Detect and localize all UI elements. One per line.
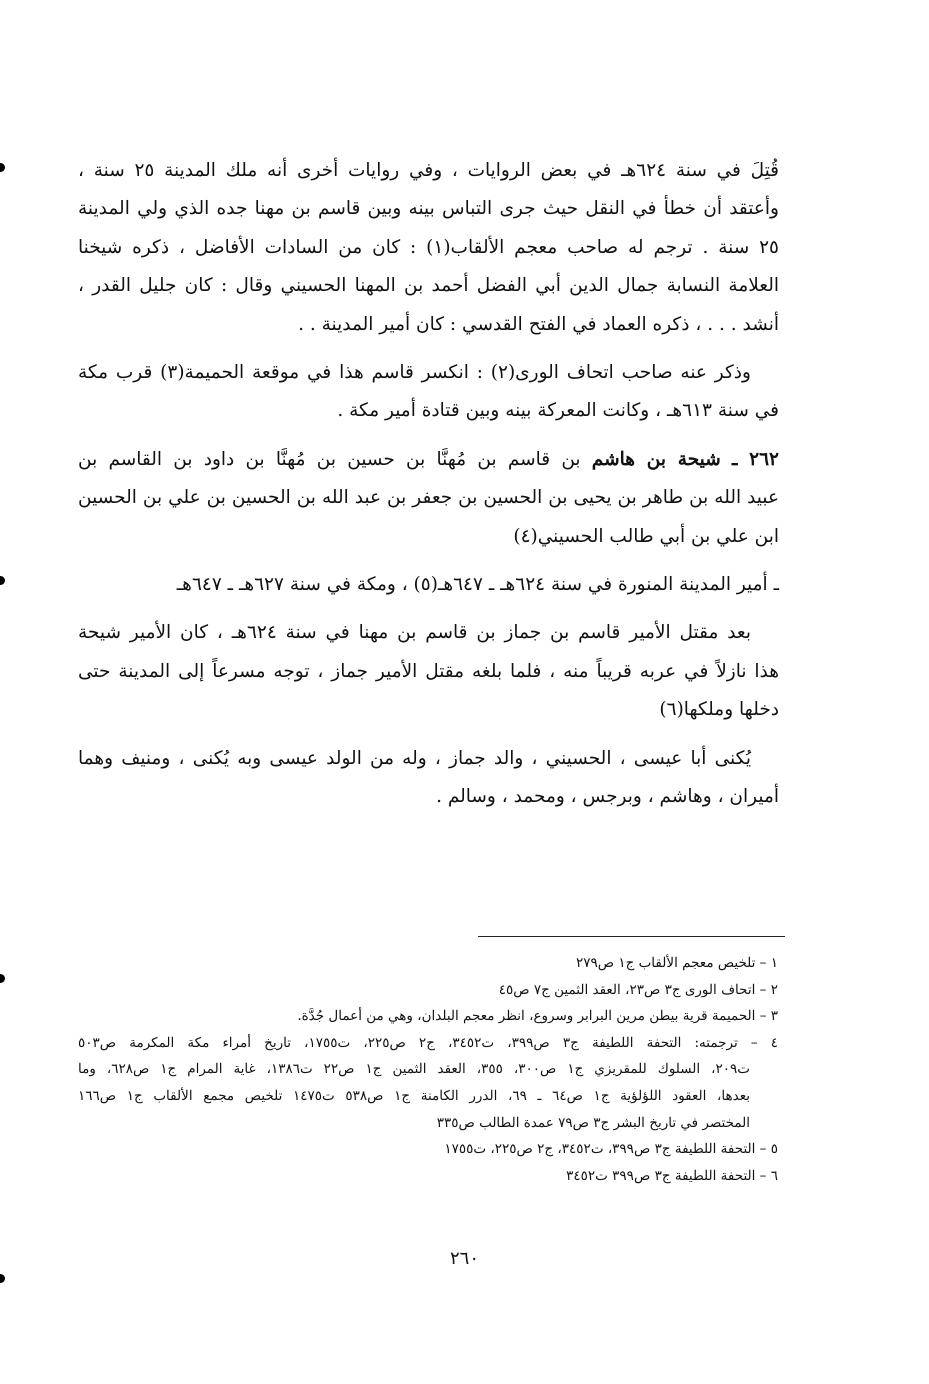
paragraph xyxy=(78,740,779,817)
text-line: ـ أمير المدينة المنورة في سنة ٦٢٤هـ ـ ٦٤٧هـ(٥) ، ومكة في سنة ٦٢٧هـ ـ ٦٤٧هـ xyxy=(176,574,779,596)
footnotes xyxy=(78,950,778,1189)
entry-number: ٢٦٢ ـ xyxy=(731,448,779,470)
text-line: العلامة النسابة جمال الدين أبي الفضل أحمد بن المهنا الحسيني وقال : كان جليل القدر ، xyxy=(78,275,779,297)
main-text xyxy=(78,152,779,827)
scan-edge-mark xyxy=(0,974,5,983)
footnote-continuation: ت٢٠٩، السلوك للمقريزي ج١ ص٣٠٠، ٣٥٥، العقد الثمين ج١ ص٢٢ ت١٣٨٦، غاية المرام ج١ ص٦٢٨، وما xyxy=(78,1061,750,1078)
text-line: عبيد الله بن طاهر بن يحيى بن الحسين بن جعفر بن عبد الله بن الحسين بن علي بن الحسين xyxy=(78,487,779,509)
paragraph xyxy=(78,566,779,604)
page-number: ٢٦٠ xyxy=(449,1248,479,1269)
entry-heading-line xyxy=(78,441,779,479)
text-line: أميران ، وهاشم ، وبرجس ، ومحمد ، وسالم . xyxy=(436,786,779,808)
text-line: ٢٥ سنة . ترجم له صاحب معجم الألقاب(١) : كان من السادات الأفاضل ، ذكره شيخنا xyxy=(78,236,779,258)
scan-edge-mark xyxy=(0,576,5,585)
text-line: هذا نازلاً في عربه قريباً منه ، فلما بلغه مقتل الأمير جماز ، توجه مسرعاً إلى المدينة حتى xyxy=(78,660,779,682)
biography-entry xyxy=(78,441,779,556)
text-line: وذكر عنه صاحب اتحاف الورى(٢) : انكسر قاسم هذا في موقعة الحميمة(٣) قرب مكة xyxy=(78,362,751,384)
footnote: ٣ – الحميمة قرية بيطن مرين البرابر وسروع، انظر معجم البلدان، وهي من أعمال جُدَّة. xyxy=(297,1008,778,1025)
footnote: ٤ – ترجمته: التحفة اللطيفة ج٣ ص٣٩٩، ت٣٤٥٢، ج٢ ص٢٢٥، ت١٧٥٥، تاريخ أمراء مكة المكرمة ص٥٠٣ xyxy=(78,1034,779,1051)
entry-name: شيحة بن هاشم xyxy=(591,448,721,470)
text-line: دخلها وملكها(٦) xyxy=(659,699,779,721)
text-line: بعد مقتل الأمير قاسم بن جماز بن قاسم بن مهنا في سنة ٦٢٤هـ ، كان الأمير شيحة xyxy=(78,622,751,644)
footnote: ٢ – اتحاف الورى ج٣ ص٢٣، العقد الثمين ج٧ ص٤٥ xyxy=(498,981,778,998)
footnote: ١ – تلخيص معجم الألقاب ج١ ص٢٧٩ xyxy=(575,955,778,971)
paragraph xyxy=(78,152,779,344)
text-line: قُتِلَ في سنة ٦٢٤هـ في بعض الروايات ، وفي روايات أخرى أنه ملك المدينة ٢٥ سنة ، xyxy=(78,160,780,181)
paragraph xyxy=(78,354,779,431)
footnote-separator xyxy=(478,936,785,937)
text-line: يُكنى أبا عيسى ، الحسيني ، والد جماز ، وله من الولد عيسى وبه يُكنى ، ومنيف وهما xyxy=(78,747,751,769)
text-line: ابن علي بن أبي طالب الحسيني(٤) xyxy=(513,525,779,547)
footnote: ٥ – التحفة اللطيفة ج٣ ص٣٩٩، ت٣٤٥٢، ج٢ ص٢٢٥، ت١٧٥٥ xyxy=(444,1141,778,1158)
text-line: في سنة ٦١٣هـ ، وكانت المعركة بينه وبين قتادة أمير مكة . xyxy=(337,400,779,422)
footnote: ٦ – التحفة اللطيفة ج٣ ص٣٩٩ ت٣٤٥٢ xyxy=(566,1167,778,1184)
text-line: أنشد . . . ، ذكره العماد في الفتح القدسي : كان أمير المدينة . . xyxy=(298,313,779,335)
scan-edge-mark xyxy=(0,1274,5,1283)
footnote-continuation: المختصر في تاريخ البشر ج٣ ص٧٩ عمدة الطالب ص٣٣٥ xyxy=(436,1114,750,1131)
scan-edge-mark xyxy=(0,163,5,172)
footnote-continuation: بعدها، العقود اللؤلؤية ج١ ص٦٤ ـ ٦٩، الدرر الكامنة ج١ ص٥٣٨ ت١٤٧٥ تلخيص مجمع الألقاب ج١ ص١٦٦ xyxy=(78,1087,750,1104)
text-line: وأعتقد أن خطأ في النقل حيث جرى التباس بينه وبين قاسم بن مهنا جده الذي ولي المدينة xyxy=(78,198,779,220)
entry-lineage: بن قاسم بن مُهنَّا بن حسين بن مُهنَّا بن داود بن القاسم بن xyxy=(78,448,581,470)
paragraph xyxy=(78,614,779,729)
